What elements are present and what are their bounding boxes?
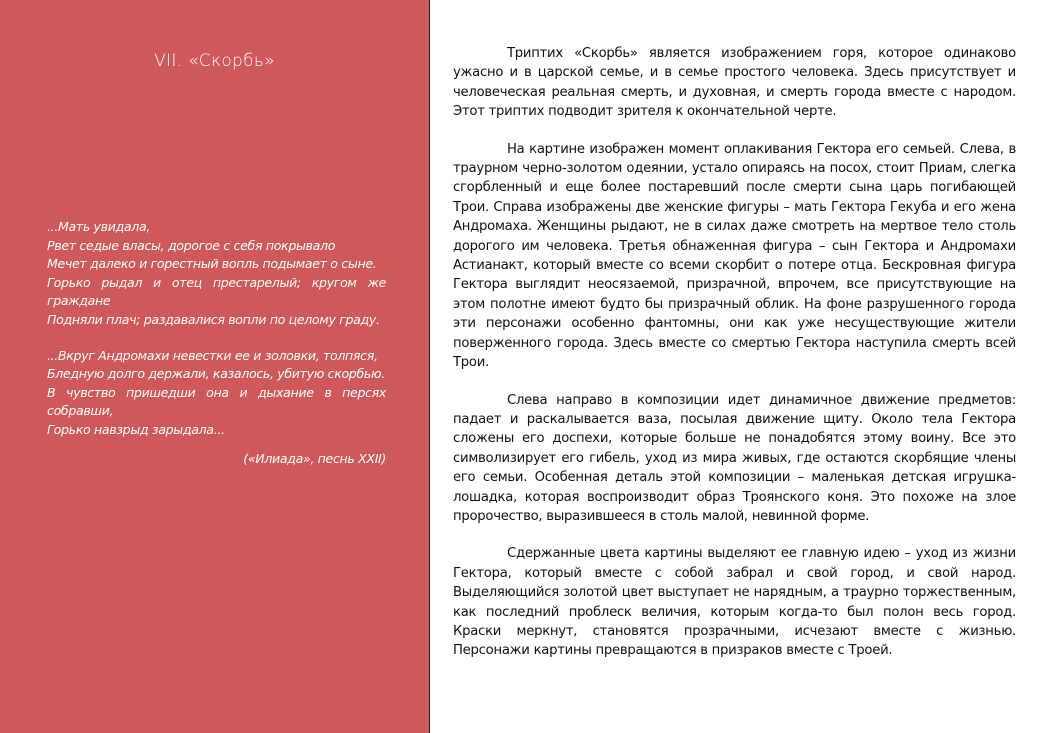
body-text bbox=[453, 44, 1016, 679]
chapter-title: VII. «Скорбь» bbox=[154, 51, 275, 71]
poem-line: Горько навзрыд зарыдала... bbox=[47, 421, 225, 437]
paragraph: Сдержанные цвета картины выделяют ее главную идею – уход из жизни Гектора, который вместе с собой забрал и свой город, и свой народ. Выделяющийся золотой цвет выступает не нарядным, а траурно торжественным, как последний проблеск величия, которым когда-то был полон весь город. Краски меркнут, становятся прозрачными, исчезают вместе с жизнью. Персонажи картины превращаются в призраков вместе с Троей. bbox=[453, 546, 1016, 659]
poem-line: ...Мать увидала, bbox=[47, 219, 151, 234]
poem-stanza-1 bbox=[47, 218, 386, 330]
poem-line: В чувство пришедши она и дыхание в персях собравши, bbox=[47, 384, 386, 419]
paragraph: На картине изображен момент оплакивания Гектора его семьей. Слева, в траурном черно-золотом одеянии, устало опираясь на посох, стоит Приам, слегка сгорбленный и еще более постаревший после смерти сына царь погибающей Трои. Справа изображены две женские фигуры – мать Гектора Гекуба и его жена Андромаха. Женщины рыдают, не в силах даже смотреть на мертвое тело столь дорогого им человека. Третья обнаженная фигура – сын Гектора и Андромахи Астианакт, который вместе со всеми скорбит о потере отца. Бескровная фигура Гектора выглядит неосязаемой, призрачной, впрочем, все присутствующие на этом полотне имеют будто бы призрачный облик. На фоне разрушенного города эти персонажи особенно фантомны, они как уже несуществующие жители поверженного города. Здесь вместе со смертью Гектора наступила смерть всей Трои. bbox=[453, 141, 1016, 371]
poem-line: Горько рыдал и отец престарелый; кругом же граждане bbox=[47, 274, 386, 309]
poem-line: ...Вкруг Андромахи невестки ее и золовки, толпяся, bbox=[47, 347, 378, 363]
poem-line: Бледную долго держали, казалось, убитую скорбью. bbox=[47, 366, 385, 382]
left-page bbox=[0, 0, 429, 733]
paragraph: Триптих «Скорбь» является изображением горя, которое одинаково ужасно и в царской семье, и в семье простого человека. Здесь присутствует и человеческая реальная смерть, и духовная, и смерть города вместе с народом. Этот триптих подводит зрителя к окончательной черте. bbox=[453, 46, 1016, 120]
poem-source: («Илиада», песнь XXII) bbox=[243, 450, 386, 466]
poem-line: Подняли плач; раздавалися вопли по целому граду. bbox=[47, 311, 380, 327]
poem-line: Рвет седые власы, дорогое с себя покрывало bbox=[47, 237, 336, 253]
right-page bbox=[430, 0, 1039, 733]
epigraph-poem bbox=[47, 218, 386, 485]
poem-line: Мечет далеко и горестный вопль подымает о сыне. bbox=[47, 256, 377, 272]
paragraph: Слева направо в композиции идет динамичное движение предметов: падает и раскалывается ваза, посылая движение щиту. Около тела Гектора сложены его доспехи, которые больше не понадобятся этому воину. Все это символизирует его гибель, уход из мира живых, где остаются скорбящие члены его семьи. Особенная деталь этой композиции – маленькая детская игрушка-лошадка, которая воспроизводит образ Троянского коня. Это похоже на злое пророчество, выразившееся в столь малой, невинной форме. bbox=[453, 392, 1016, 524]
poem-stanza-2 bbox=[47, 347, 386, 469]
